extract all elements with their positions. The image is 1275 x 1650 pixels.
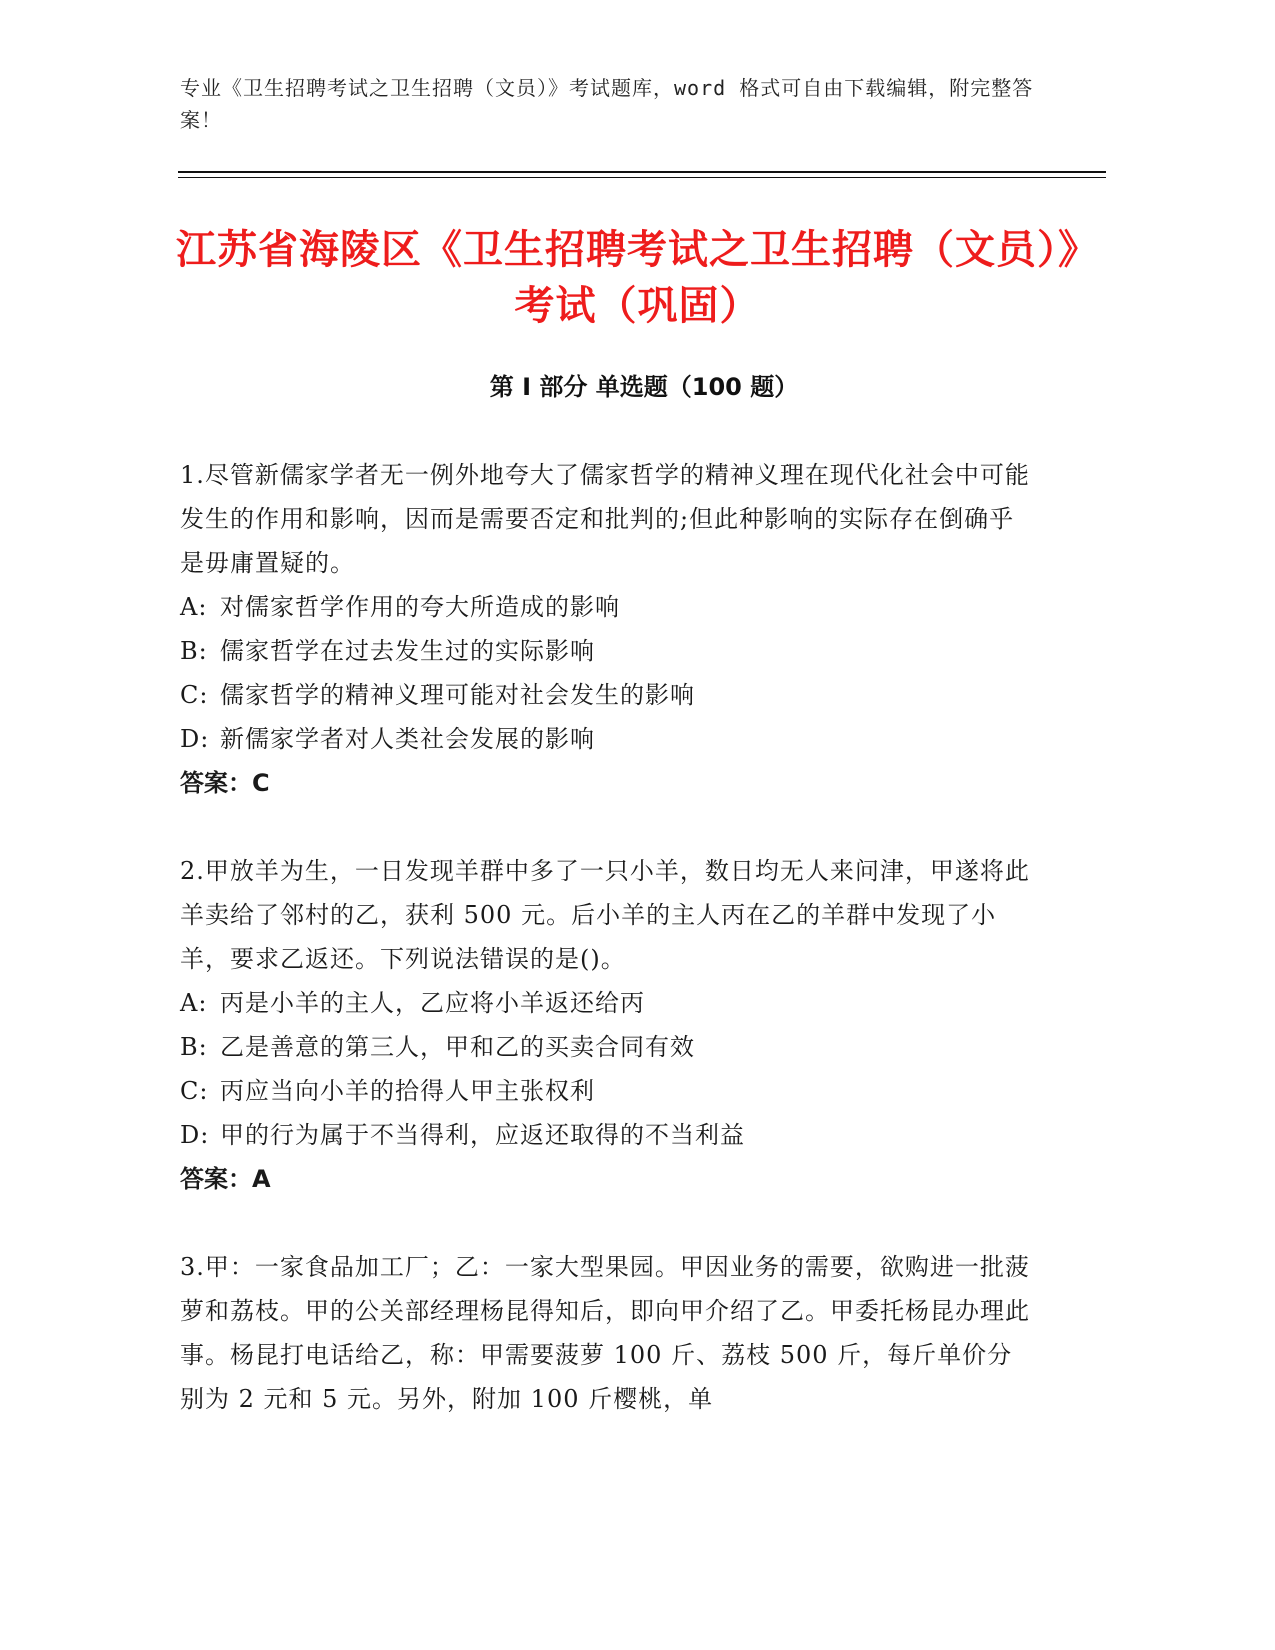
- option-text: 乙是善意的第三人，甲和乙的买卖合同有效: [220, 1033, 695, 1061]
- header-rule-thin: [178, 177, 1106, 178]
- section-heading: 第 I 部分 单选题（100 题）: [489, 373, 799, 401]
- question-stem: 1.尽管新儒家学者无一例外地夸大了儒家哲学的精神义理在现代化社会中可能发生的作用和影响，因而是需要否定和批判的;但此种影响的实际存在倒确乎是毋庸置疑的。: [180, 461, 1030, 577]
- option-key: D:: [180, 1121, 210, 1149]
- option-key: C:: [180, 681, 209, 709]
- option-text: 丙是小羊的主人，乙应将小羊返还给丙: [220, 989, 645, 1017]
- option-c: [180, 1069, 1030, 1113]
- option-key: C:: [180, 1077, 209, 1105]
- option-c: [180, 673, 1030, 717]
- option-key: A:: [180, 593, 208, 621]
- question-stem: 2.甲放羊为生，一日发现羊群中多了一只小羊，数日均无人来问津，甲遂将此羊卖给了邻村的乙，获利 500 元。后小羊的主人丙在乙的羊群中发现了小羊，要求乙返还。下列说法错误的是()。: [180, 857, 1030, 973]
- option-b: [180, 629, 1030, 673]
- option-key: B:: [180, 637, 208, 665]
- question-2: [180, 849, 1030, 1201]
- option-key: A:: [180, 989, 208, 1017]
- question-3: [180, 1245, 1030, 1421]
- option-text: 甲的行为属于不当得利，应返还取得的不当利益: [220, 1121, 745, 1149]
- option-text: 丙应当向小羊的拾得人甲主张权利: [220, 1077, 595, 1105]
- option-text: 对儒家哲学作用的夸大所造成的影响: [220, 593, 620, 621]
- header-rule-thick: [178, 171, 1106, 173]
- question-answer: 答案：C: [180, 769, 270, 797]
- header-note: 专业《卫生招聘考试之卫生招聘（文员）》考试题库，word 格式可自由下载编辑，附完整答案！: [180, 76, 1034, 132]
- option-key: B:: [180, 1033, 208, 1061]
- option-text: 儒家哲学的精神义理可能对社会发生的影响: [220, 681, 695, 709]
- option-key: D:: [180, 725, 210, 753]
- question-answer: 答案：A: [180, 1165, 271, 1193]
- option-a: [180, 585, 1030, 629]
- option-text: 儒家哲学在过去发生过的实际影响: [220, 637, 595, 665]
- option-b: [180, 1025, 1030, 1069]
- question-stem: 3.甲：一家食品加工厂；乙：一家大型果园。甲因业务的需要，欲购进一批菠萝和荔枝。甲的公关部经理杨昆得知后，即向甲介绍了乙。甲委托杨昆办理此事。杨昆打电话给乙，称：甲需要菠萝 100 斤、荔枝 500 斤，每斤单价分别为 2 元和 5 元。另外，附加 100 斤樱桃，单: [180, 1253, 1030, 1413]
- option-a: [180, 981, 1030, 1025]
- option-d: [180, 717, 1030, 761]
- document-title: 江苏省海陵区《卫生招聘考试之卫生招聘（文员）》考试（巩固）: [176, 227, 1099, 329]
- question-list: [180, 453, 1030, 1465]
- question-1: [180, 453, 1030, 805]
- option-d: [180, 1113, 1030, 1157]
- option-text: 新儒家学者对人类社会发展的影响: [220, 725, 595, 753]
